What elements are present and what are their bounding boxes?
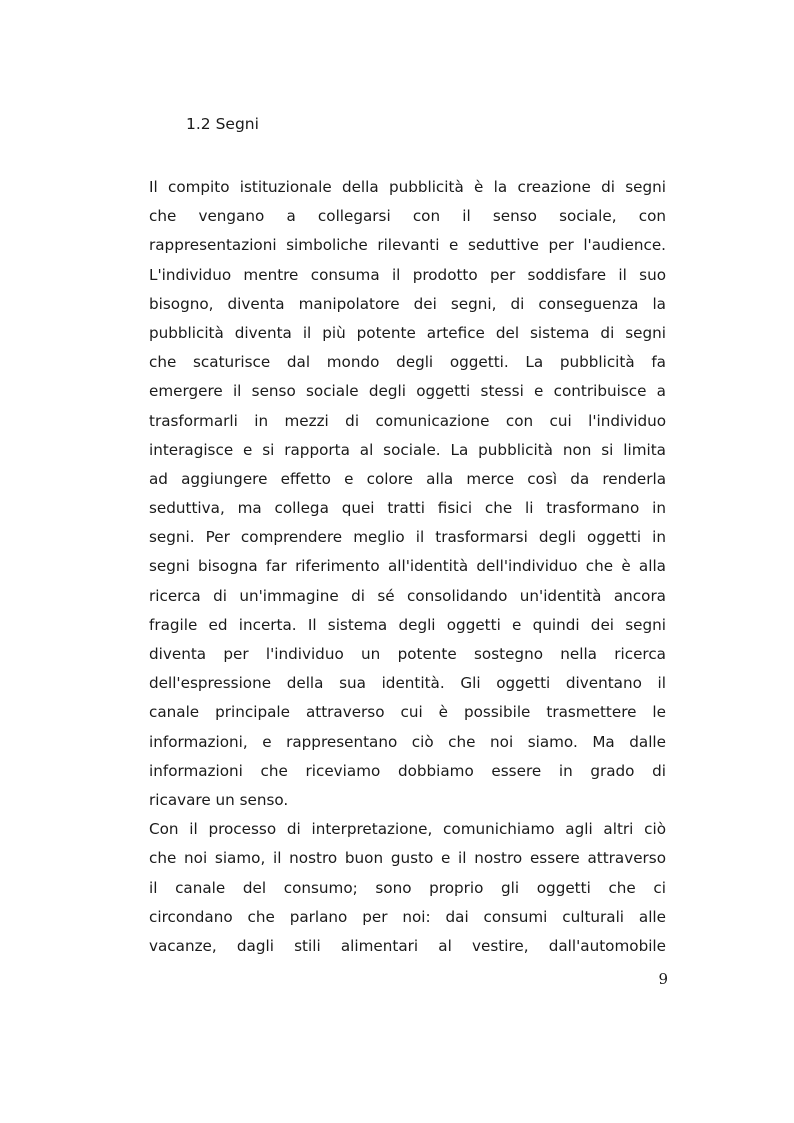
text-line: circondano che parlano per noi: dai consumi culturali alle	[149, 907, 666, 926]
text-line: Il compito istituzionale della pubblicità è la creazione di segni	[149, 178, 666, 196]
text-line: ad aggiungere effetto e colore alla merce così da renderla	[149, 469, 666, 488]
text-line: Con il processo di interpretazione, comunichiamo agli altri ciò	[149, 820, 666, 839]
text-line: fragile ed incerta. Il sistema degli oggetti e quindi dei segni	[149, 615, 666, 634]
text-line: bisogno, diventa manipolatore dei segni, di conseguenza la	[149, 294, 666, 313]
page-number: 9	[658, 970, 668, 988]
text-line: trasformarli in mezzi di comunicazione con cui l'individuo	[149, 411, 666, 430]
text-line: informazioni che riceviamo dobbiamo essere in grado di	[149, 761, 666, 780]
text-line: ricavare un senso.	[149, 790, 289, 809]
text-line: informazioni, e rappresentano ciò che noi siamo. Ma dalle	[149, 732, 666, 751]
text-line: il canale del consumo; sono proprio gli oggetti che ci	[149, 878, 666, 897]
text-line: seduttiva, ma collega quei tratti fisici che li trasformano in	[149, 499, 666, 518]
text-line: vacanze, dagli stili alimentari al vestire, dall'automobile	[149, 936, 666, 955]
text-line: canale principale attraverso cui è possibile trasmettere le	[149, 703, 666, 722]
text-line: emergere il senso sociale degli oggetti stessi e contribuisce a	[149, 382, 666, 401]
body-text	[149, 173, 666, 961]
text-line: che vengano a collegarsi con il senso sociale, con	[149, 207, 666, 226]
section-heading: 1.2 Segni	[186, 115, 259, 133]
text-line: rappresentazioni simboliche rilevanti e seduttive per l'audience.	[149, 236, 666, 255]
text-line: pubblicità diventa il più potente artefice del sistema di segni	[149, 323, 666, 342]
paragraph-2	[149, 815, 666, 961]
text-line: dell'espressione della sua identità. Gli oggetti diventano il	[149, 674, 666, 693]
paragraph-1	[149, 173, 666, 815]
text-line: segni. Per comprendere meglio il trasformarsi degli oggetti in	[149, 528, 666, 547]
text-line: interagisce e si rapporta al sociale. La pubblicità non si limita	[149, 440, 666, 459]
text-line: segni bisogna far riferimento all'identità dell'individuo che è alla	[149, 557, 666, 576]
text-line: che scaturisce dal mondo degli oggetti. La pubblicità fa	[149, 353, 666, 372]
text-line: L'individuo mentre consuma il prodotto per soddisfare il suo	[149, 265, 666, 284]
text-line: diventa per l'individuo un potente sostegno nella ricerca	[149, 645, 666, 663]
text-line: ricerca di un'immagine di sé consolidando un'identità ancora	[149, 586, 666, 605]
text-line: che noi siamo, il nostro buon gusto e il nostro essere attraverso	[149, 849, 666, 868]
